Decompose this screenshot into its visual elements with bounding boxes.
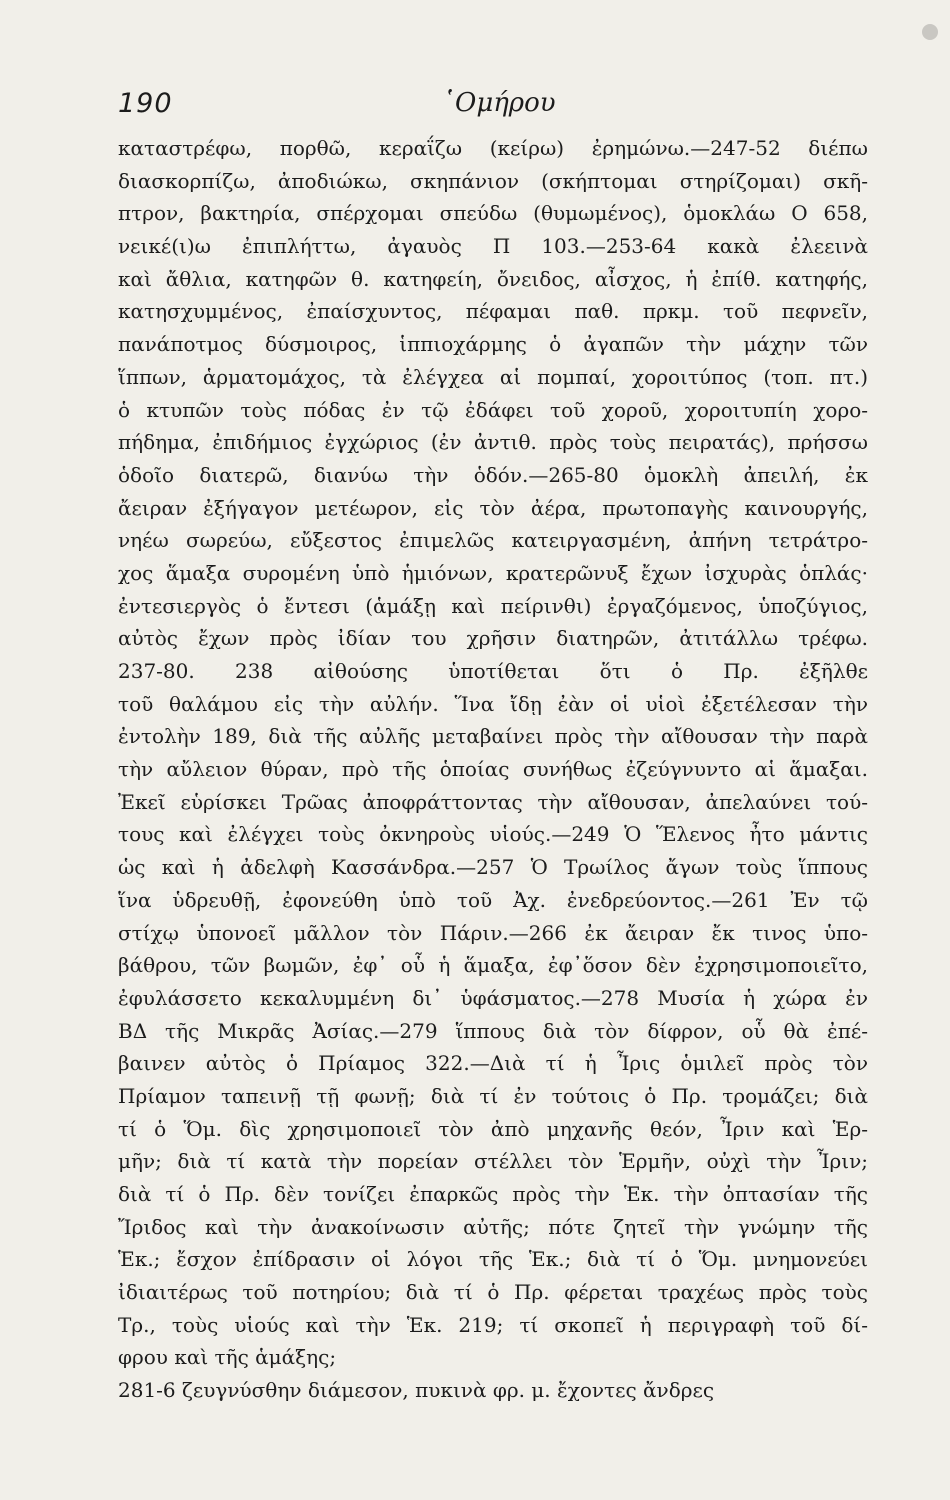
text-line: καταστρέφω, πορθῶ, κεραΐζω (κείρω) ἐρημώνω.—247-52 διέπω [118, 136, 868, 160]
text-line: τους καὶ ἐλέγχει τοὺς ὀκνηροὺς υἱούς.—249 Ὁ Ἕλενος ἦτο μάντις [118, 822, 868, 847]
text-line: ἐφυλάσσετο κεκαλυμμένη δι᾽ ὑφάσματος.—278 Μυσία ἡ χώρα ἐν [118, 985, 868, 1010]
commentary-text [118, 132, 868, 1407]
text-line: ἰδιαιτέρως τοῦ ποτηρίου; διὰ τί ὁ Πρ. φέρεται τραχέως πρὸς τοὺς [118, 1280, 868, 1305]
text-line: μῆν; διὰ τί κατὰ τὴν πορείαν στέλλει τὸν Ἑρμῆν, οὐχὶ τὴν Ἶριν; [118, 1149, 868, 1174]
text-line: Τρ., τοὺς υἱούς καὶ τὴν Ἑκ. 219; τί σκοπεῖ ἡ περιγραφὴ τοῦ δί- [118, 1312, 868, 1337]
text-line: διὰ τί ὁ Πρ. δὲν τονίζει ἐπαρκῶς πρὸς τὴν Ἑκ. τὴν ὀπτασίαν τῆς [118, 1182, 868, 1206]
text-line: ὁ κτυπῶν τοὺς πόδας ἐν τῷ ἐδάφει τοῦ χοροῦ, χοροιτυπίη χορο- [118, 397, 868, 422]
text-line: τὴν αὔλειον θύραν, πρὸ τῆς ὁποίας συνήθως ἐζεύγνυντο αἱ ἅμαξαι. [118, 757, 868, 782]
text-line: χος ἅμαξα συρομένη ὑπὸ ἡμιόνων, κρατερῶνυξ ἔχων ἰσχυρὰς ὁπλάς· [118, 560, 868, 585]
text-line: ἵνα ὑδρευθῇ, ἐφονεύθη ὑπὸ τοῦ Ἀχ. ἐνεδρεύοντος.—261 Ἐν τῷ [118, 887, 868, 912]
text-line: βαινεν αὐτὸς ὁ Πρίαμος 322.—Διὰ τί ἡ Ἶρις ὁμιλεῖ πρὸς τὸν [118, 1051, 868, 1076]
text-line: Πρίαμον ταπεινῇ τῇ φωνῇ; διὰ τί ἐν τούτοις ὁ Πρ. τρομάζει; διὰ [118, 1083, 868, 1108]
page-number: 190 [118, 88, 173, 119]
text-line: Ἴριδος καὶ τὴν ἀνακοίνωσιν αὐτῆς; πότε ζητεῖ τὴν γνώμην τῆς [118, 1214, 868, 1239]
text-line: 281-6 ζευγνύσθην διάμεσον, πυκινὰ φρ. μ. ἔχοντες ἄνδρες [118, 1378, 715, 1403]
text-line: διασκορπίζω, ἀποδιώκω, σκηπάνιον (σκήπτομαι στηρίζομαι) σκῆ- [118, 168, 868, 193]
text-line: πτρον, βακτηρία, σπέρχομαι σπεύδω (θυμωμένος), ὁμοκλάω Ο 658, [118, 201, 868, 226]
text-line: Ἑκ.; ἔσχον ἐπίδρασιν οἱ λόγοι τῆς Ἑκ.; διὰ τί ὁ Ὅμ. μνημονεύει [118, 1247, 868, 1272]
text-line: αὐτὸς ἔχων πρὸς ἰδίαν του χρῆσιν διατηρῶν, ἀτιτάλλω τρέφω. [118, 626, 868, 651]
text-line: ἵππων, ἁρματομάχος, τὰ ἐλέγχεα αἱ πομπαί, χοροιτύπος (τοπ. πτ.) [118, 364, 868, 389]
text-line: ἐντολὴν 189, διὰ τῆς αὐλῆς μεταβαίνει πρὸς τὴν αἴθουσαν τὴν παρὰ [118, 724, 868, 749]
text-line: τί ὁ Ὅμ. δὶς χρησιμοποιεῖ τὸν ἀπὸ μηχανῆς θεόν, Ἶριν καὶ Ἑρ- [118, 1116, 868, 1141]
text-line: 237-80. 238 αἰθούσης ὑποτίθεται ὅτι ὁ Πρ. ἐξῆλθε [118, 659, 868, 683]
text-line: ἄειραν ἐξήγαγον μετέωρον, εἰς τὸν ἀέρα, πρωτοπαγὴς καινουργής, [118, 495, 868, 520]
text-line: τοῦ θαλάμου εἰς τὴν αὐλήν. Ἵνα ἴδῃ ἐὰν οἱ υἱοὶ ἐξετέλεσαν τὴν [118, 691, 868, 716]
text-line: νεικέ(ι)ω ἐπιπλήττω, ἀγαυὸς Π 103.—253-64 κακὰ ἐλεεινὰ [118, 234, 868, 259]
running-head: ῾Ομήρου [442, 88, 556, 118]
text-line: ὁδοῖο διατερῶ, διανύω τὴν ὁδόν.—265-80 ὁμοκλὴ ἀπειλή, ἐκ [118, 462, 868, 487]
text-line: στίχῳ ὑπονοεῖ μᾶλλον τὸν Πάριν.—266 ἐκ ἄειραν ἔκ τινος ὑπο- [118, 920, 868, 945]
text-line: κατησχυμμένος, ἐπαίσχυντος, πέφαμαι παθ. πρκμ. τοῦ πεφνεῖν, [118, 299, 868, 324]
text-line: πήδημα, ἐπιδήμιος ἐγχώριος (ἐν ἀντιθ. πρὸς τοὺς πειρατάς), πρήσσω [118, 430, 868, 455]
text-line: νηέω σωρεύω, εὔξεστος ἐπιμελῶς κατειργασμένη, ἀπήνη τετράτρο- [118, 528, 868, 553]
paper-spot [922, 24, 938, 40]
page-header [118, 88, 864, 128]
text-line: φρου καὶ τῆς ἁμάξης; [118, 1345, 337, 1370]
text-line: καὶ ἄθλια, κατηφῶν θ. κατηφείη, ὄνειδος, αἶσχος, ἡ ἐπίθ. κατηφής, [118, 266, 868, 291]
text-line: βάθρου, τῶν βωμῶν, ἐφ᾽ οὗ ἡ ἅμαξα, ἐφ᾽ὅσον δὲν ἐχρησιμοποιεῖτο, [118, 953, 868, 978]
text-line: ΒΔ τῆς Μικρᾶς Ἀσίας.—279 ἵππους διὰ τὸν δίφρον, οὗ θὰ ἐπέ- [118, 1018, 868, 1043]
text-line: ὡς καὶ ἡ ἀδελφὴ Κασσάνδρα.—257 Ὁ Τρωίλος ἄγων τοὺς ἵππους [118, 855, 868, 880]
text-line: πανάποτμος δύσμοιρος, ἱππιοχάρμης ὁ ἀγαπῶν τὴν μάχην τῶν [118, 332, 868, 357]
text-line: Ἐκεῖ εὑρίσκει Τρῶας ἀποφράττοντας τὴν αἴθουσαν, ἀπελαύνει τού- [118, 789, 868, 814]
text-line: ἐντεσιεργὸς ὁ ἔντεσι (ἁμάξῃ καὶ πείρινθι) ἐργαζόμενος, ὑποζύγιος, [118, 593, 868, 618]
